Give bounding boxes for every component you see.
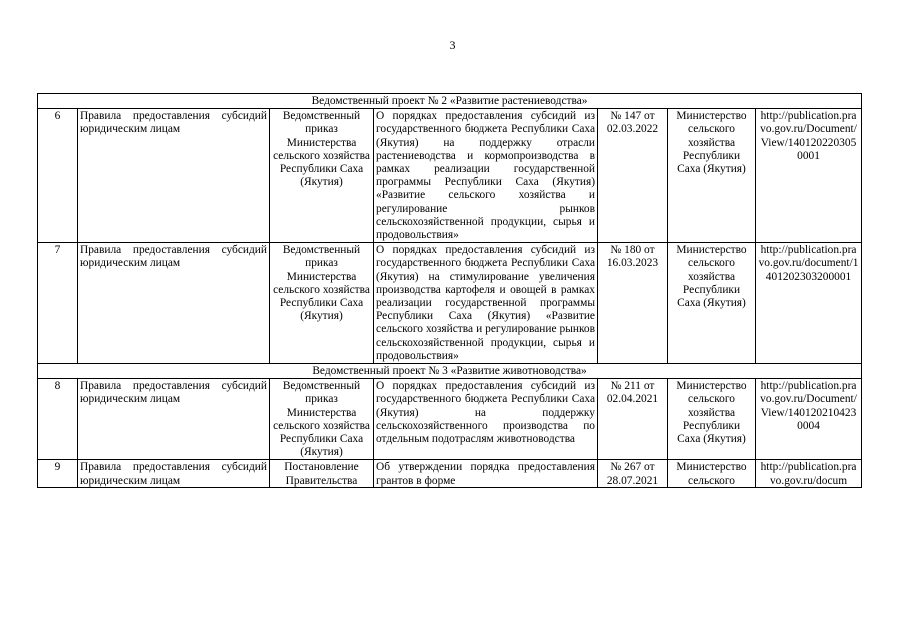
responsible-org: Министерство сельского хозяйства Республики Саха (Якутия) (668, 109, 756, 243)
row-number: 6 (38, 109, 78, 243)
act-title: Об утверждении порядка предоставления грантов в форме (374, 460, 598, 488)
section-title: Ведомственный проект № 2 «Развитие растениеводства» (38, 94, 862, 109)
act-name: Правила предоставления субсидий юридическим лицам (78, 109, 270, 243)
act-name: Правила предоставления субсидий юридическим лицам (78, 379, 270, 460)
act-number-date: № 211 от 02.04.2021 (598, 379, 668, 460)
publication-link[interactable]: http://publication.pravo.gov.ru/Document/View/1401202203050001 (756, 109, 862, 243)
page-number: 3 (449, 38, 456, 52)
section-title: Ведомственный проект № 3 «Развитие животноводства» (38, 364, 862, 379)
act-type: Ведомственный приказ Министерства сельского хозяйства Республики Саха (Якутия) (270, 379, 374, 460)
row-number: 9 (38, 460, 78, 488)
publication-link[interactable]: http://publication.pravo.gov.ru/document/1401202303200001 (756, 243, 862, 364)
act-number-date: № 180 от 16.03.2023 (598, 243, 668, 364)
responsible-org: Министерство сельского хозяйства Республики Саха (Якутия) (668, 379, 756, 460)
table-row (38, 109, 862, 243)
act-number-date: № 147 от 02.03.2022 (598, 109, 668, 243)
table-row (38, 379, 862, 460)
responsible-org: Министерство сельского хозяйства Республики Саха (Якутия) (668, 243, 756, 364)
publication-link[interactable]: http://publication.pravo.gov.ru/docum (756, 460, 862, 488)
act-name: Правила предоставления субсидий юридическим лицам (78, 243, 270, 364)
act-type: Ведомственный приказ Министерства сельского хозяйства Республики Саха (Якутия) (270, 243, 374, 364)
act-title: О порядках предоставления субсидий из государственного бюджета Республики Саха (Якутия) на поддержку сельскохозяйственного производства по отдельным подотраслям животноводства (374, 379, 598, 460)
responsible-org: Министерство сельского (668, 460, 756, 488)
table-row (38, 243, 862, 364)
act-number-date: № 267 от 28.07.2021 (598, 460, 668, 488)
row-number: 7 (38, 243, 78, 364)
table-row (38, 460, 862, 488)
section-header-row (38, 94, 862, 109)
act-type: Постановление Правительства (270, 460, 374, 488)
row-number: 8 (38, 379, 78, 460)
publication-link[interactable]: http://publication.pravo.gov.ru/Document/View/1401202104230004 (756, 379, 862, 460)
act-type: Ведомственный приказ Министерства сельского хозяйства Республики Саха (Якутия) (270, 109, 374, 243)
regulations-table (37, 93, 862, 488)
act-title: О порядках предоставления субсидий из государственного бюджета Республики Саха (Якутия) на стимулирование увеличения производства картофеля и овощей в рамках реализации государственной программы Республики Саха (Якутия) «Развитие сельского хозяйства и регулирование рынков сельскохозяйственной продукции, сырья и продовольствия» (374, 243, 598, 364)
section-header-row (38, 364, 862, 379)
act-name: Правила предоставления субсидий юридическим лицам (78, 460, 270, 488)
act-title: О порядках предоставления субсидий из государственного бюджета Республики Саха (Якутия) на поддержку отрасли растениеводства и кормопроизводства в рамках реализации государственной программы Республики Саха (Якутия) «Развитие сельского хозяйства и регулирование рынков сельскохозяйственной продукции, сырья и продовольствия» (374, 109, 598, 243)
